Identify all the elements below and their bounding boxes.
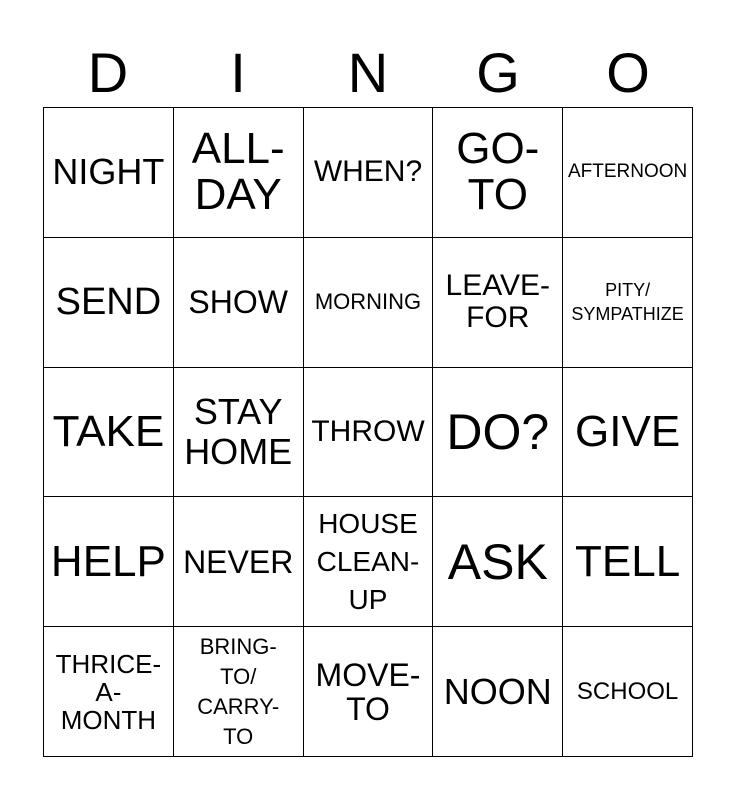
cell-label: SCHOOL [576,677,679,705]
cell-label: PITY/ SYMPATHIZE [571,280,684,325]
bingo-cell[interactable] [304,368,434,498]
bingo-cell[interactable] [563,238,693,368]
header-letter-d: D [87,41,129,104]
bingo-cell[interactable] [563,497,693,627]
bingo-cell[interactable] [563,627,693,757]
bingo-cell[interactable] [563,108,693,238]
cell-label: MOVE- TO [315,656,421,727]
cell-label: NIGHT [52,151,165,193]
cell-label: BRING- TO/ CARRY- TO [197,633,280,749]
cell-label: ALL- DAY [191,124,285,220]
bingo-cell[interactable] [433,497,563,627]
bingo-cell[interactable] [174,497,304,627]
cell-label: THRICE- A- MONTH [55,648,162,735]
bingo-cell[interactable] [44,108,174,238]
bingo-cell[interactable] [44,238,174,368]
bingo-cell[interactable] [44,627,174,757]
cell-label: GO- TO [456,124,540,220]
bingo-cell[interactable] [433,368,563,498]
cell-label: TAKE [52,406,165,456]
cell-label: NEVER [183,543,294,580]
bingo-grid [43,107,693,757]
bingo-cell[interactable] [563,368,693,498]
cell-label: HELP [50,536,166,586]
cell-label: AFTERNOON [567,161,688,183]
header-letter-g: G [476,41,520,104]
cell-label: NOON [443,670,552,712]
bingo-cell[interactable] [433,238,563,368]
header-letter-i: I [230,41,246,104]
bingo-cell[interactable] [174,368,304,498]
bingo-cell[interactable] [433,108,563,238]
bingo-cell[interactable] [44,497,174,627]
cell-label: LEAVE- FOR [445,269,551,335]
bingo-cell[interactable] [174,627,304,757]
cell-label: MORNING [314,289,422,315]
cell-label: ASK [447,533,548,590]
header-letter-o: O [606,41,650,104]
cell-label: DO? [446,403,550,460]
bingo-cell[interactable] [304,497,434,627]
bingo-cell[interactable] [433,627,563,757]
bingo-cell[interactable] [174,108,304,238]
cell-label: WHEN? [313,155,423,189]
header-letter-n: N [347,41,389,104]
bingo-header [43,38,693,108]
bingo-cell[interactable] [44,368,174,498]
cell-label: STAY HOME [184,390,293,472]
bingo-cell[interactable] [304,627,434,757]
cell-label: GIVE [575,406,681,456]
bingo-cell[interactable] [304,108,434,238]
bingo-cell[interactable] [304,238,434,368]
cell-label: SEND [55,281,162,324]
cell-label: HOUSE CLEAN- UP [316,507,420,615]
cell-label: SHOW [188,284,288,321]
cell-label: THROW [311,414,425,448]
bingo-cell[interactable] [174,238,304,368]
cell-label: TELL [575,536,681,586]
